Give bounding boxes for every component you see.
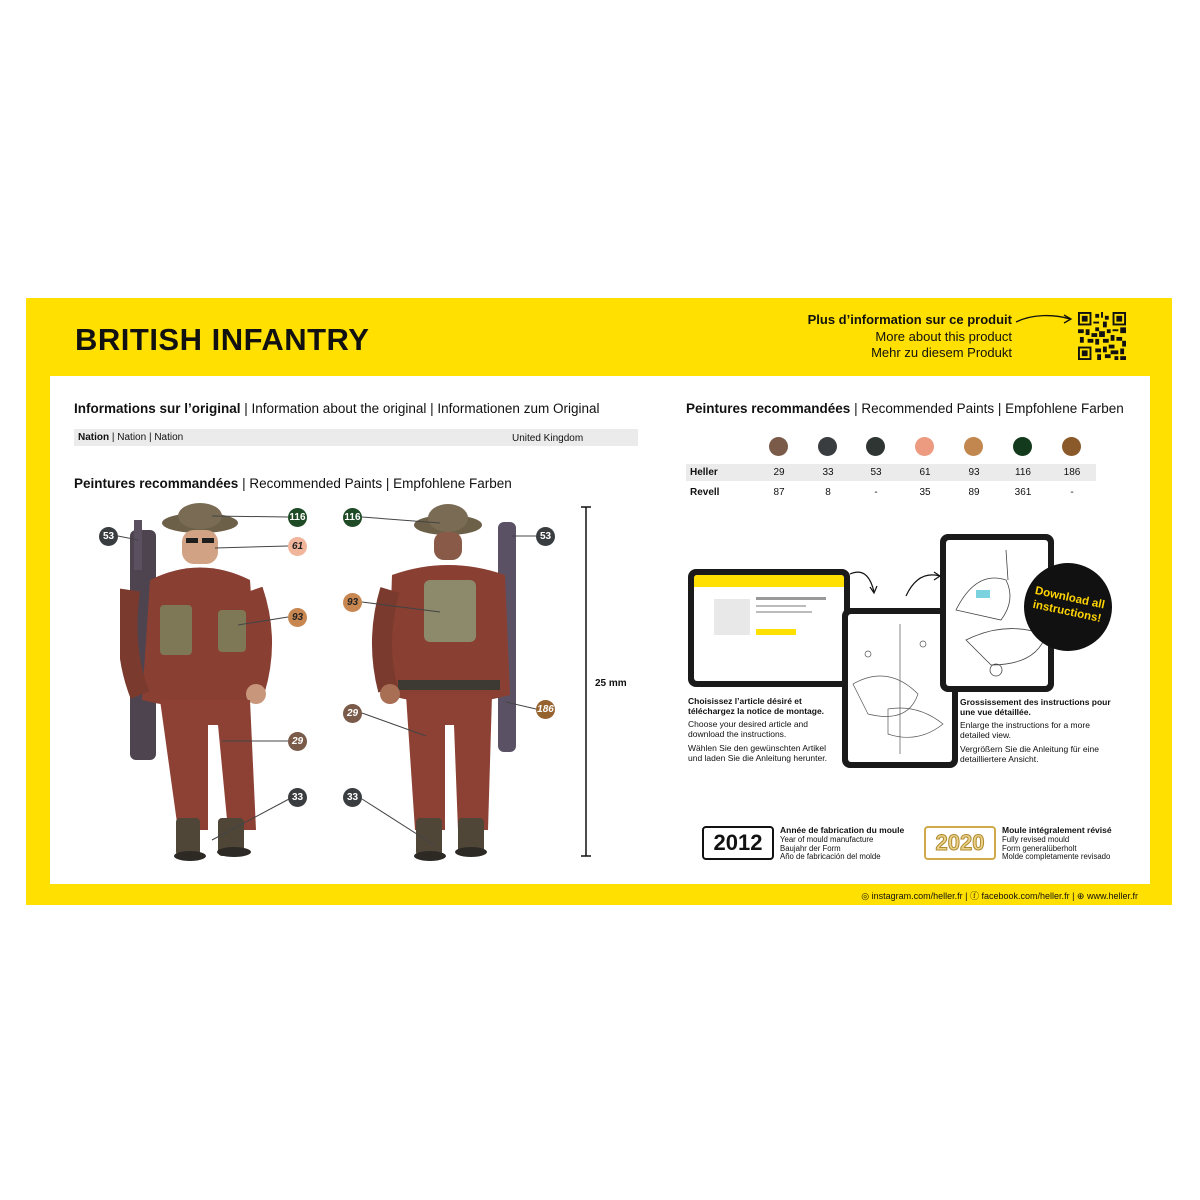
callout-front-116: 116: [288, 508, 307, 527]
facebook-link[interactable]: facebook.com/heller.fr: [981, 891, 1070, 901]
qr-caption: [808, 312, 1012, 362]
nation-value: United Kingdom: [512, 433, 584, 444]
back-leader-lines: [0, 0, 640, 880]
paint-swatch: [818, 437, 837, 456]
year-revised-badge: 2020: [924, 826, 996, 860]
paints-heading-right: Peintures recommandées | Recommended Paints | Empfohlene Farben: [686, 401, 1124, 416]
callout-back-116: 116: [343, 508, 362, 527]
qr-caption-en: More about this product: [875, 328, 1012, 344]
info-heading: Informations sur l’original | Information about the original | Informationen zum Original: [74, 401, 600, 416]
callout-front-33: 33: [288, 788, 307, 807]
callout-front-61: 61: [288, 537, 307, 556]
callout-back-93: 93: [343, 593, 362, 612]
callout-back-29: 29: [343, 704, 362, 723]
instagram-icon: ◎: [861, 891, 870, 901]
year-mould-badge: 2012: [702, 826, 774, 860]
paint-swatch: [1013, 437, 1032, 456]
scale-bar: [578, 505, 594, 860]
callout-front-29: 29: [288, 732, 307, 751]
nation-label: Nation: [78, 432, 110, 443]
instruction-sketch: [848, 614, 952, 762]
paint-swatch: [1062, 437, 1081, 456]
instructions-left: Choisissez l’article désiré et téléchargez la notice de montage. Choose your desired article and download the instructions. Wählen Sie den gewünschten Artikel und laden Sie die Anleitung herunter.: [688, 696, 827, 763]
instagram-link[interactable]: instagram.com/heller.fr: [871, 891, 963, 901]
qr-caption-fr: Plus d’information sur ce produit: [807, 312, 1012, 327]
globe-icon: ⊕: [1076, 891, 1085, 901]
year-revised-desc: Moule intégralement révisé Fully revised mould Form generalüberholt Molde completamente revisado: [1002, 825, 1112, 862]
tablet-website: [688, 569, 850, 687]
callout-back-33: 33: [343, 788, 362, 807]
qr-caption-de: Mehr zu diesem Produkt: [871, 345, 1012, 360]
download-badge[interactable]: Download all instructions!: [1016, 555, 1120, 659]
year-mould-desc: Année de fabrication du moule Year of mould manufacture Baujahr der Form Año de fabricación del molde: [780, 825, 905, 862]
instructions-right: Grossissement des instructions pour une vue détaillée. Enlarge the instructions for a more detailed view. Vergrößern Sie die Anleitung für eine detailliertere Ansicht.: [960, 697, 1111, 764]
callout-front-53: 53: [99, 527, 118, 546]
callout-front-93: 93: [288, 608, 307, 627]
website-link[interactable]: www.heller.fr: [1086, 891, 1138, 901]
qr-code[interactable]: [1078, 312, 1126, 360]
arrow-icon: [1014, 312, 1076, 326]
paints-heading-left: Peintures recommandées | Recommended Paints | Empfohlene Farben: [74, 476, 512, 491]
social-links: ◎ instagram.com/heller.fr | ⓕ facebook.com/heller.fr | ⊕ www.heller.fr: [861, 891, 1138, 901]
paint-swatch: [866, 437, 885, 456]
facebook-icon: ⓕ: [969, 891, 979, 901]
paint-swatch: [769, 437, 788, 456]
paint-swatch: [915, 437, 934, 456]
scale-label: 25 mm: [595, 678, 627, 689]
arrows-icon: [848, 566, 948, 606]
paint-row-revell: Revell 87 8 - 35 89 361 -: [690, 487, 1074, 498]
paint-row-heller: Heller 29 33 53 61 93 116 186: [686, 464, 1096, 481]
product-title: BRITISH INFANTRY: [75, 322, 370, 357]
callout-back-186: 186: [536, 700, 555, 719]
callout-back-53: 53: [536, 527, 555, 546]
paint-swatch: [964, 437, 983, 456]
nation-row: Nation | Nation | Nation United Kingdom: [74, 429, 638, 446]
